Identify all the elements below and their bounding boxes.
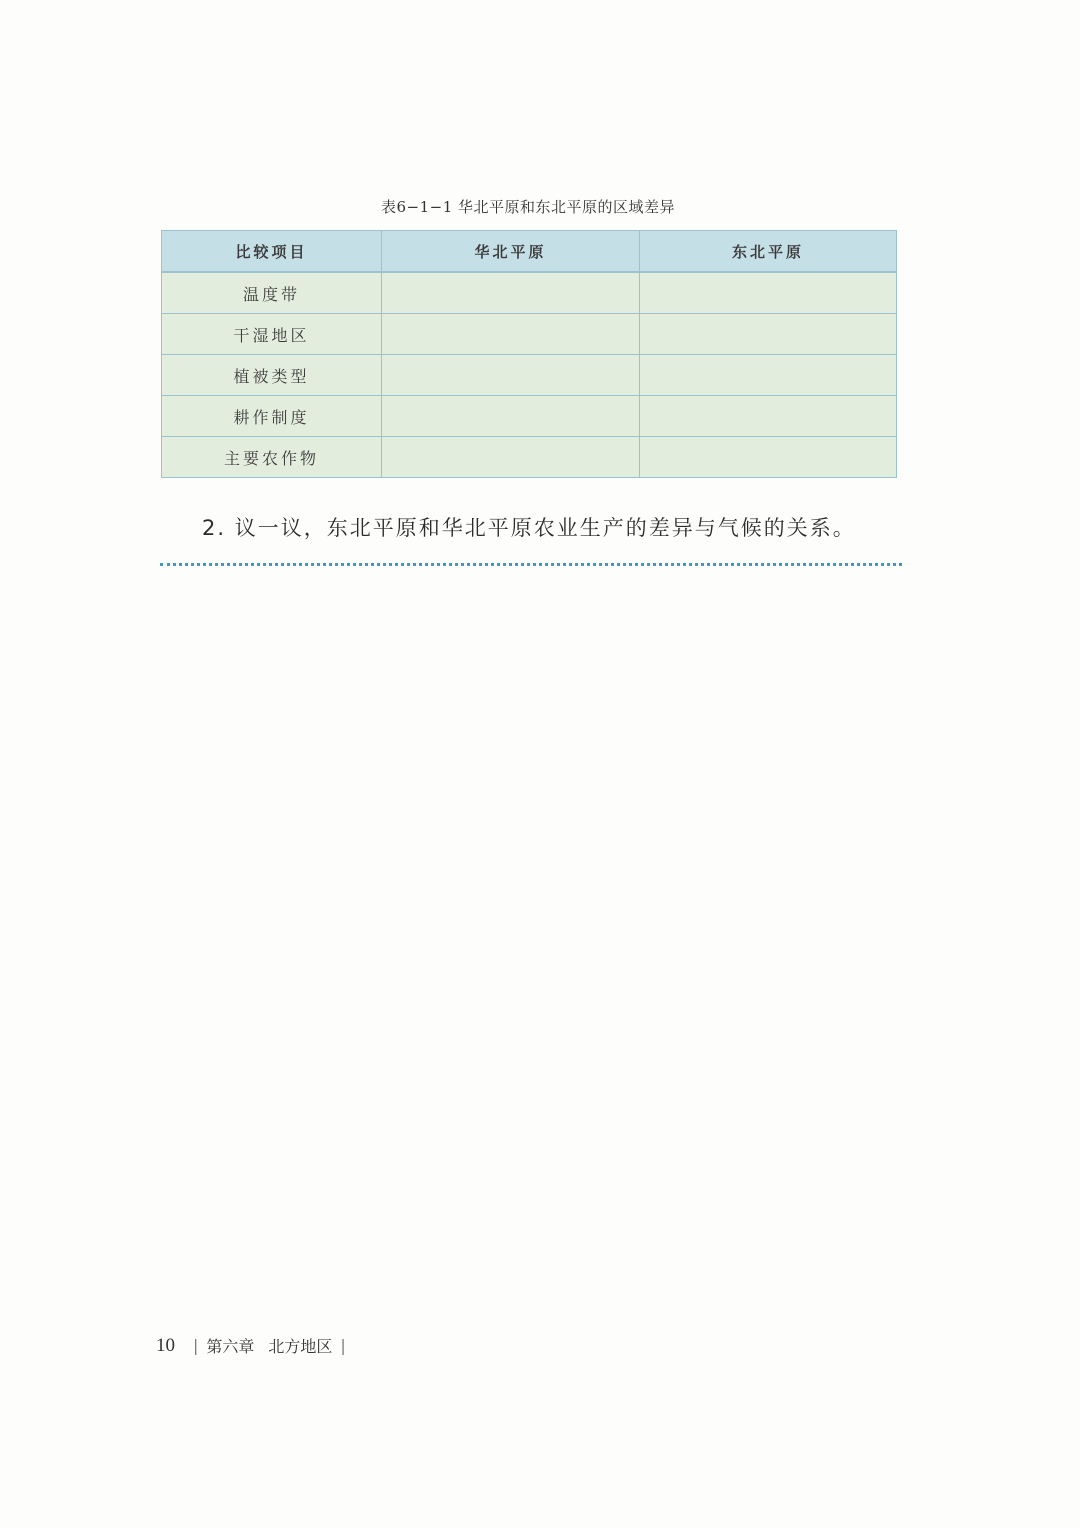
footer-divider: | [340,1336,346,1355]
header-northeast-plain: 东北平原 [640,231,897,273]
comparison-table [161,230,897,478]
page-number: 10 [156,1334,175,1356]
table-row [162,437,897,478]
row-label: 耕作制度 [162,396,382,437]
page-footer [156,1334,354,1357]
north-china-cell[interactable] [382,314,640,355]
table-caption: 表6−1−1 华北平原和东北平原的区域差异 [380,198,676,216]
north-china-cell[interactable] [382,272,640,314]
header-north-china-plain: 华北平原 [382,231,640,273]
row-label: 植被类型 [162,355,382,396]
row-label: 干湿地区 [162,314,382,355]
discussion-question: 2. 议一议，东北平原和华北平原农业生产的差异与气候的关系。 [202,516,856,540]
header-compare-item: 比较项目 [162,231,382,273]
table-row [162,396,897,437]
table-row [162,272,897,314]
chapter-label: 第六章 [206,1337,255,1356]
north-china-cell[interactable] [382,396,640,437]
footer-divider: | [193,1336,199,1355]
north-china-cell[interactable] [382,355,640,396]
north-china-cell[interactable] [382,437,640,478]
table-header-row [162,231,897,273]
section-label: 北方地区 [268,1337,333,1356]
table-row [162,355,897,396]
northeast-cell[interactable] [640,437,897,478]
answer-line[interactable] [160,563,902,566]
table-row [162,314,897,355]
northeast-cell[interactable] [640,272,897,314]
row-label: 温度带 [162,272,382,314]
northeast-cell[interactable] [640,314,897,355]
row-label: 主要农作物 [162,437,382,478]
northeast-cell[interactable] [640,396,897,437]
northeast-cell[interactable] [640,355,897,396]
